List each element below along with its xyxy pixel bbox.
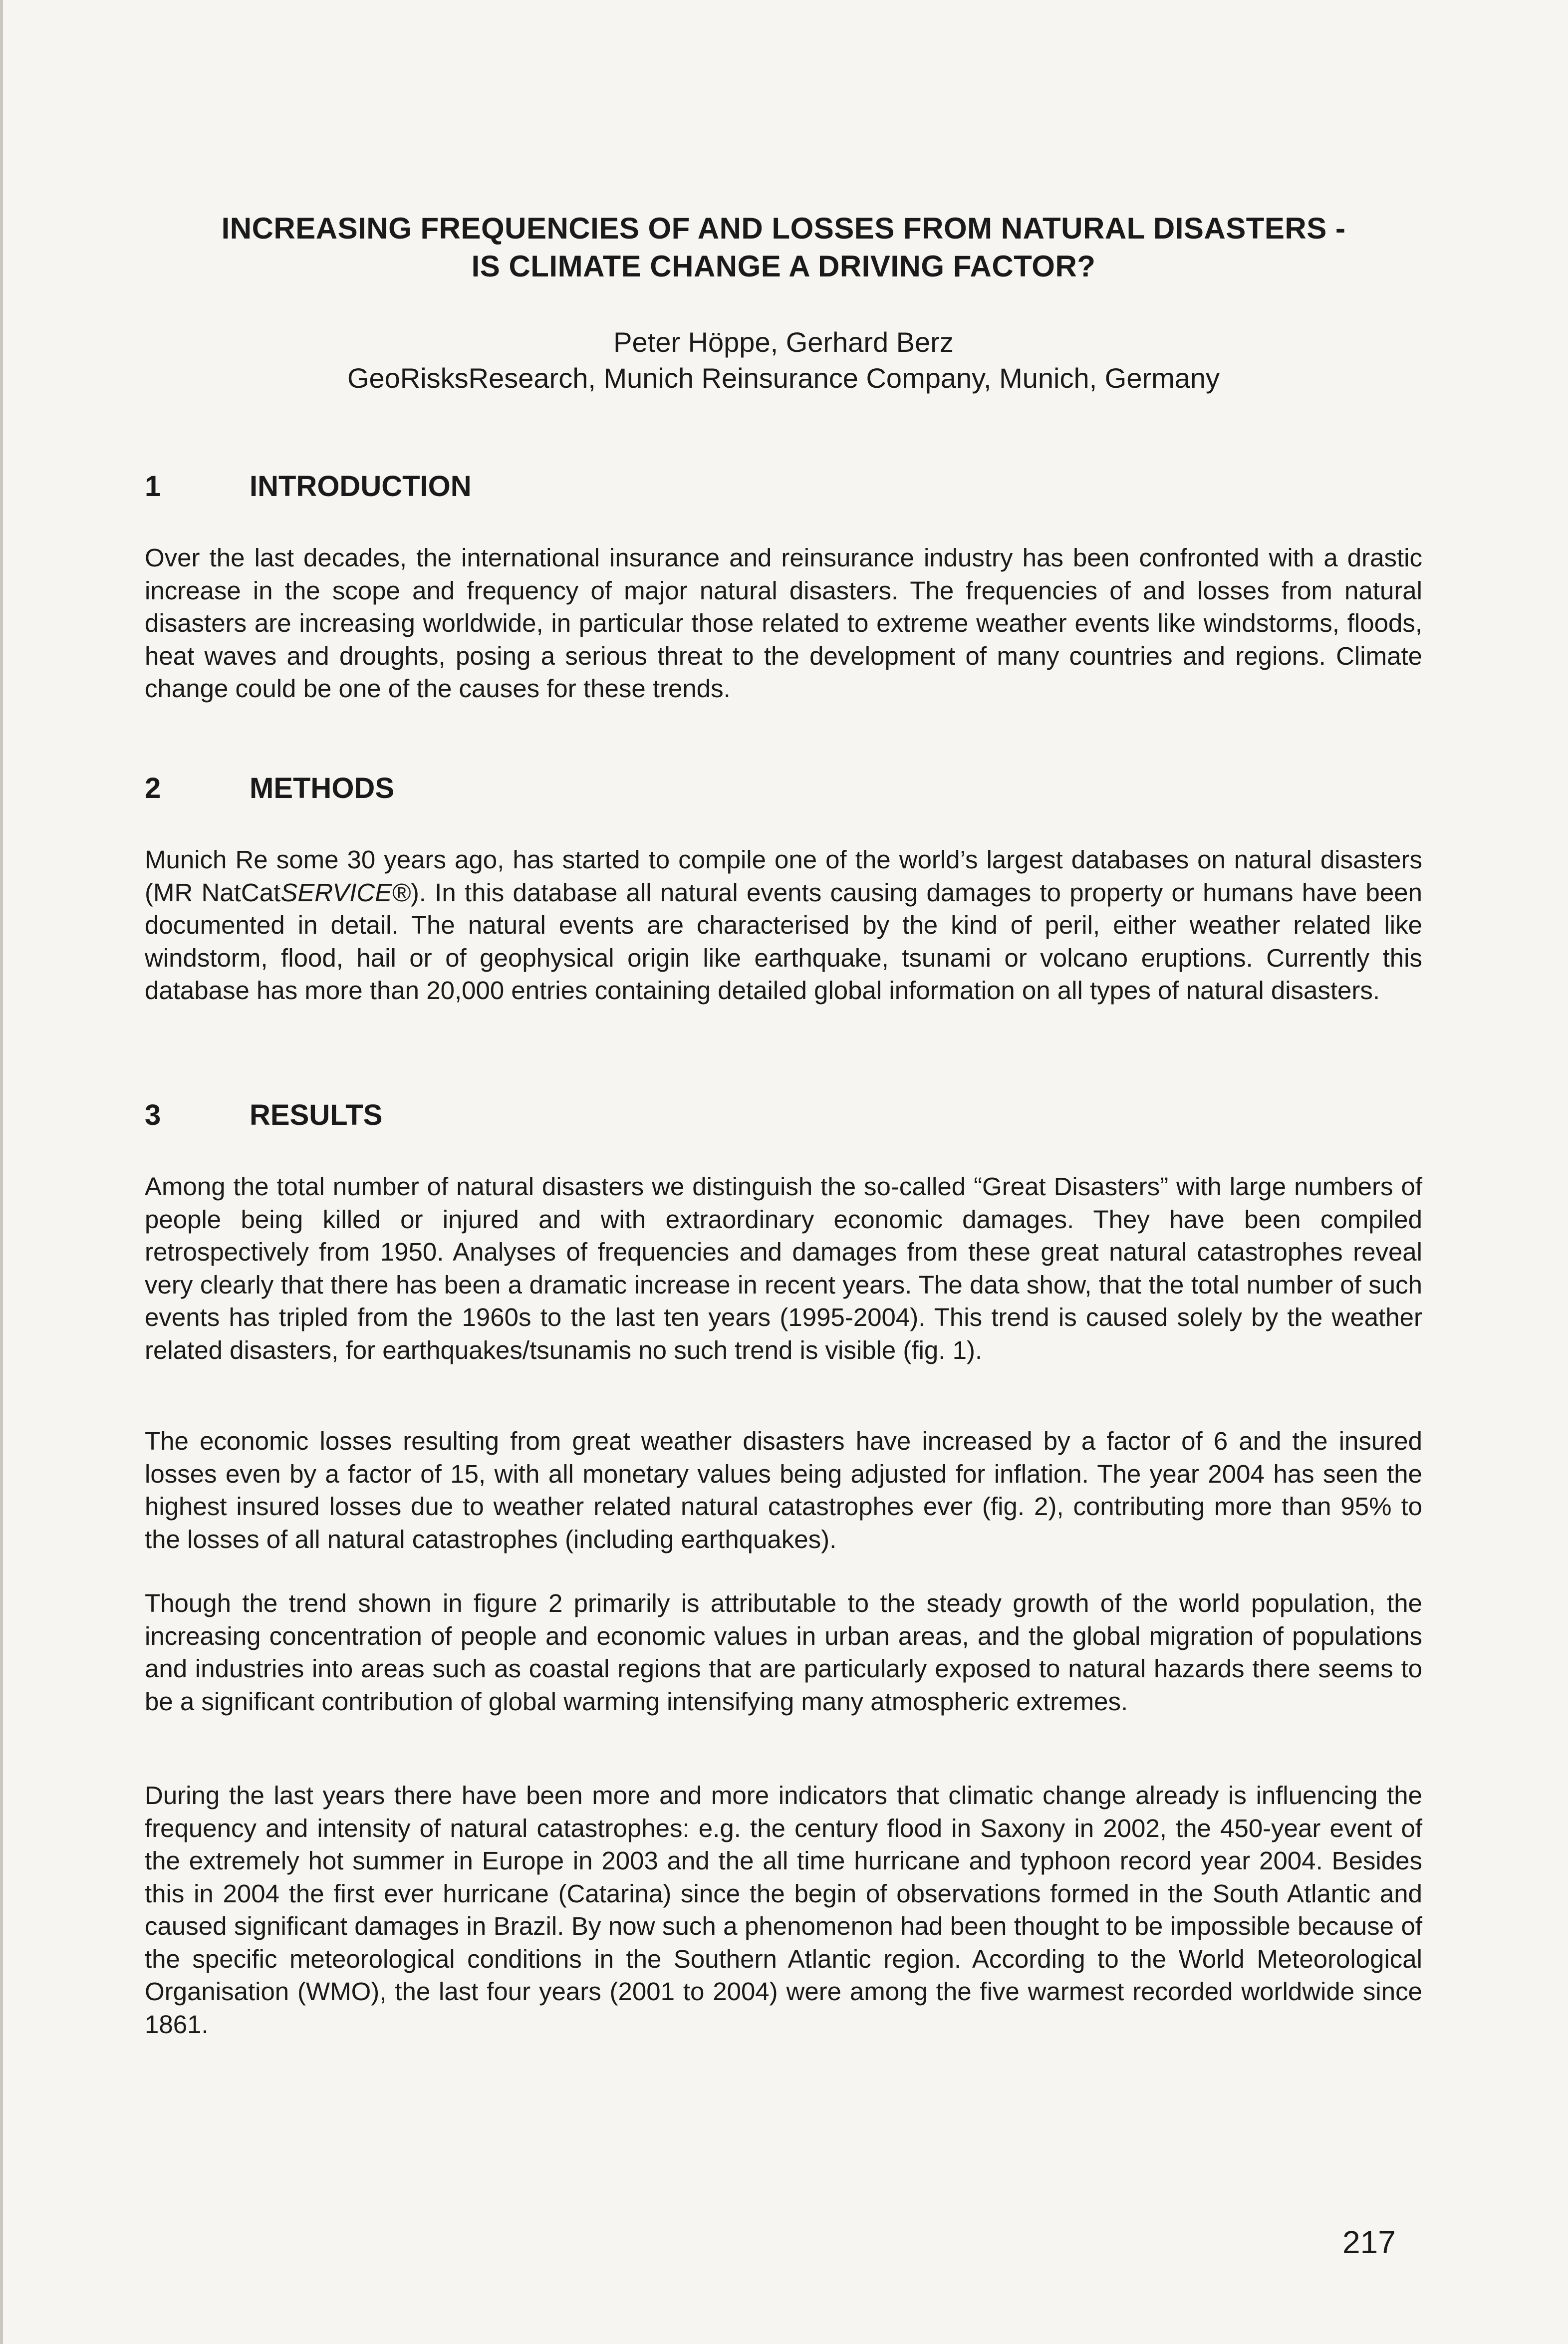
paper-title-line-1: INCREASING FREQUENCIES OF AND LOSSES FROM NATURAL DISASTERS -: [221, 212, 1346, 245]
section-number: 2: [145, 772, 161, 804]
methods-text-after: ). In this database all natural events causing damages to property or humans have been documented in detail. The natural events are characterised by the kind of peril, either weather related like windstorm, flood, hail or of geophysical origin like earthquake, tsunami or volcano eruptions. Currently this database has more than 20,000 entries containing detailed global information on all types of natural disasters.: [145, 878, 1422, 1005]
section-title: METHODS: [250, 772, 394, 804]
results-paragraph-1: Among the total number of natural disasters we distinguish the so-called “Great Disasters” with large numbers of people being killed or injured and with extraordinary economic damages. They have been compiled retrospectively from 1950. Analyses of frequencies and damages from these great natural catastrophes reveal very clearly that there has been a dramatic increase in recent years. The data show, that the total number of such events has tripled from the 1960s to the last ten years (1995-2004). This trend is caused solely by the weather related disasters, for earthquakes/tsunamis no such trend is visible (fig. 1).: [145, 1172, 1422, 1364]
author-affiliation: GeoRisksResearch, Munich Reinsurance Company, Munich, Germany: [347, 362, 1220, 394]
section-heading-methods: [145, 771, 394, 806]
author-block: [135, 324, 1432, 396]
methods-text-before: Munich Re some 30 years ago, has started to compile one of the world’s largest databases on natural disasters (MR NatCat: [145, 845, 1422, 907]
section-title: RESULTS: [250, 1099, 383, 1131]
introduction-paragraph: Over the last decades, the international insurance and reinsurance industry has been confronted with a drastic increase in the scope and frequency of major natural disasters. The frequencies of and losses from natural disasters are increasing worldwide, in particular those related to extreme weather events like windstorms, floods, heat waves and droughts, posing a serious threat to the development of many countries and regions. Climate change could be one of the causes for these trends.: [145, 543, 1422, 703]
results-paragraph-4: During the last years there have been more and more indicators that climatic change already is influencing the frequency and intensity of natural catastrophes: e.g. the century flood in Saxony in 2002, the 450-year event of the extremely hot summer in Europe in 2003 and the all time hurricane and typhoon record year 2004. Besides this in 2004 the first ever hurricane (Catarina) since the begin of observations formed in the South Atlantic and caused significant damages in Brazil. By now such a phenomenon had been thought to be impossible because of the specific meteorological conditions in the Southern Atlantic region. According to the World Meteorological Organisation (WMO), the last four years (2001 to 2004) were among the five warmest recorded worldwide since 1861.: [145, 1781, 1422, 2039]
methods-italic-term: SERVICE®: [280, 878, 411, 907]
results-paragraph-2: The economic losses resulting from great weather disasters have increased by a factor of 6 and the insured losses even by a factor of 15, with all monetary values being adjusted for inflation. The year 2004 has seen the highest insured losses due to weather related natural catastrophes ever (fig. 2), contributing more than 95% to the losses of all natural catastrophes (including earthquakes).: [145, 1427, 1422, 1554]
results-paragraph-3: Though the trend shown in figure 2 primarily is attributable to the steady growth of the world population, the increasing concentration of people and economic values in urban areas, and the global migration of populations and industries into areas such as coastal regions that are particularly exposed to natural hazards there seems to be a significant contribution of global warming intensifying many atmospheric extremes.: [145, 1589, 1422, 1716]
page-number: 217: [1342, 2224, 1396, 2260]
paper-title: [135, 210, 1432, 285]
paper-title-line-2: IS CLIMATE CHANGE A DRIVING FACTOR?: [471, 250, 1096, 283]
section-heading-introduction: [145, 469, 472, 504]
page-edge: [0, 0, 3, 2344]
section-number: 1: [145, 470, 161, 503]
section-heading-results: [145, 1098, 382, 1133]
methods-paragraph: [145, 843, 1422, 1007]
section-number: 3: [145, 1099, 161, 1131]
author-names: Peter Höppe, Gerhard Berz: [613, 326, 954, 358]
section-title: INTRODUCTION: [250, 470, 472, 503]
